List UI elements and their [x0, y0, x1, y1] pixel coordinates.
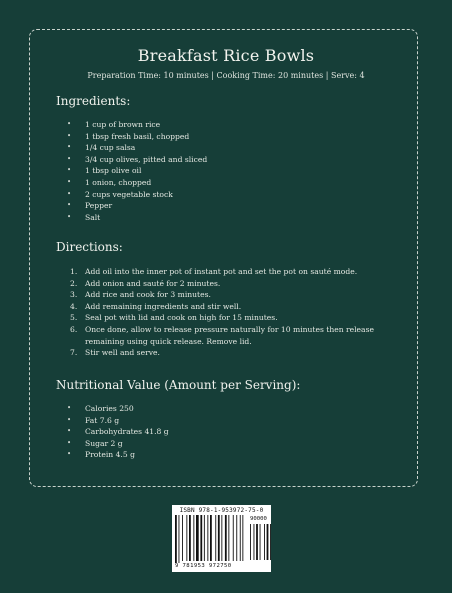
step-number: 3. — [70, 290, 78, 300]
barcode-bar — [256, 524, 258, 560]
barcode-bar — [250, 524, 251, 560]
barcode-bar — [236, 515, 237, 561]
barcode-bar — [189, 515, 191, 561]
direction-step — [70, 324, 400, 347]
direction-step — [70, 278, 400, 290]
ean-digits: 9 781953 972750 — [175, 563, 232, 569]
barcode-bar — [260, 524, 261, 560]
direction-step — [70, 289, 400, 301]
barcode-bar — [196, 515, 199, 561]
isbn-text: ISBN 978-1-953972-75-0 — [179, 507, 264, 514]
step-number: 7. — [70, 348, 78, 358]
barcode-bar — [200, 515, 202, 561]
barcode-bar — [221, 515, 222, 561]
step-number: 6. — [70, 324, 78, 334]
barcode-bar — [215, 515, 216, 561]
list-item: • Pepper — [70, 200, 207, 212]
list-item: • Carbohydrates 41.8 g — [70, 426, 169, 438]
step-text: Seal pot with lid and cook on high for 15 minutes. — [85, 313, 278, 323]
step-text: Add oil into the inner pot of instant pot and set the pot on sauté mode. — [85, 267, 358, 276]
list-item: • 1 onion, chopped — [70, 177, 207, 189]
nutrition-list — [70, 403, 169, 461]
list-item: • 1 cup of brown rice — [70, 119, 207, 131]
direction-step — [70, 347, 400, 359]
barcode-bar — [175, 515, 177, 563]
barcode-bar — [207, 515, 208, 561]
list-item: • 1 tbsp fresh basil, chopped — [70, 131, 207, 143]
step-number: 4. — [70, 301, 78, 311]
step-number: 5. — [70, 313, 78, 323]
list-item: • Sugar 2 g — [70, 438, 169, 450]
barcode-bar — [182, 515, 183, 561]
barcode-bar — [242, 515, 243, 561]
ingredients-heading: Ingredients: — [56, 94, 131, 108]
direction-step — [70, 301, 400, 313]
barcode-bar — [204, 515, 205, 561]
direction-step — [70, 312, 400, 324]
ingredients-list — [70, 119, 207, 223]
list-item: • 1 tbsp olive oil — [70, 165, 207, 177]
recipe-title: Breakfast Rice Bowls — [137, 46, 315, 65]
barcode-bar — [225, 515, 227, 561]
barcode-bar — [193, 515, 194, 561]
barcode — [172, 505, 271, 572]
list-item: • Protein 4.5 g — [70, 449, 169, 461]
list-item: • Calories 250 — [70, 403, 169, 415]
barcode-bar — [270, 524, 271, 560]
list-item: • 1/4 cup salsa — [70, 142, 207, 154]
step-text: Add rice and cook for 3 minutes. — [85, 290, 211, 300]
step-text: Add remaining ingredients and stir well. — [85, 301, 242, 311]
directions-list — [70, 266, 400, 359]
barcode-bar — [179, 515, 180, 563]
barcode-bar — [233, 515, 234, 561]
barcode-bar — [228, 515, 229, 561]
barcode-bar — [267, 524, 269, 560]
step-text: Add onion and sauté for 2 minutes. — [85, 278, 221, 288]
barcode-bar — [186, 515, 187, 561]
recipe-meta: Preparation Time: 10 minutes | Cooking Time: 20 minutes | Serve: 4 — [87, 71, 365, 80]
step-number: 2. — [70, 278, 78, 288]
barcode-bar — [254, 524, 255, 560]
barcode-bar — [240, 515, 241, 561]
barcode-bar — [218, 515, 220, 561]
list-item: • 3/4 cup olives, pitted and sliced — [70, 154, 207, 166]
list-item: • Salt — [70, 212, 207, 224]
list-item: • Fat 7.6 g — [70, 415, 169, 427]
directions-heading: Directions: — [56, 240, 123, 254]
direction-step — [70, 266, 400, 278]
nutrition-heading: Nutritional Value (Amount per Serving): — [56, 378, 301, 392]
price-code: 90000 — [250, 516, 267, 522]
barcode-bar — [264, 524, 265, 560]
list-item: • 2 cups vegetable stock — [70, 189, 207, 201]
step-number: 1. — [70, 267, 78, 276]
step-text: Stir well and serve. — [85, 348, 160, 358]
barcode-bar — [210, 515, 212, 561]
step-text: Once done, allow to release pressure naturally for 10 minutes then release remaining using quick release. Remove lid. — [85, 324, 374, 346]
